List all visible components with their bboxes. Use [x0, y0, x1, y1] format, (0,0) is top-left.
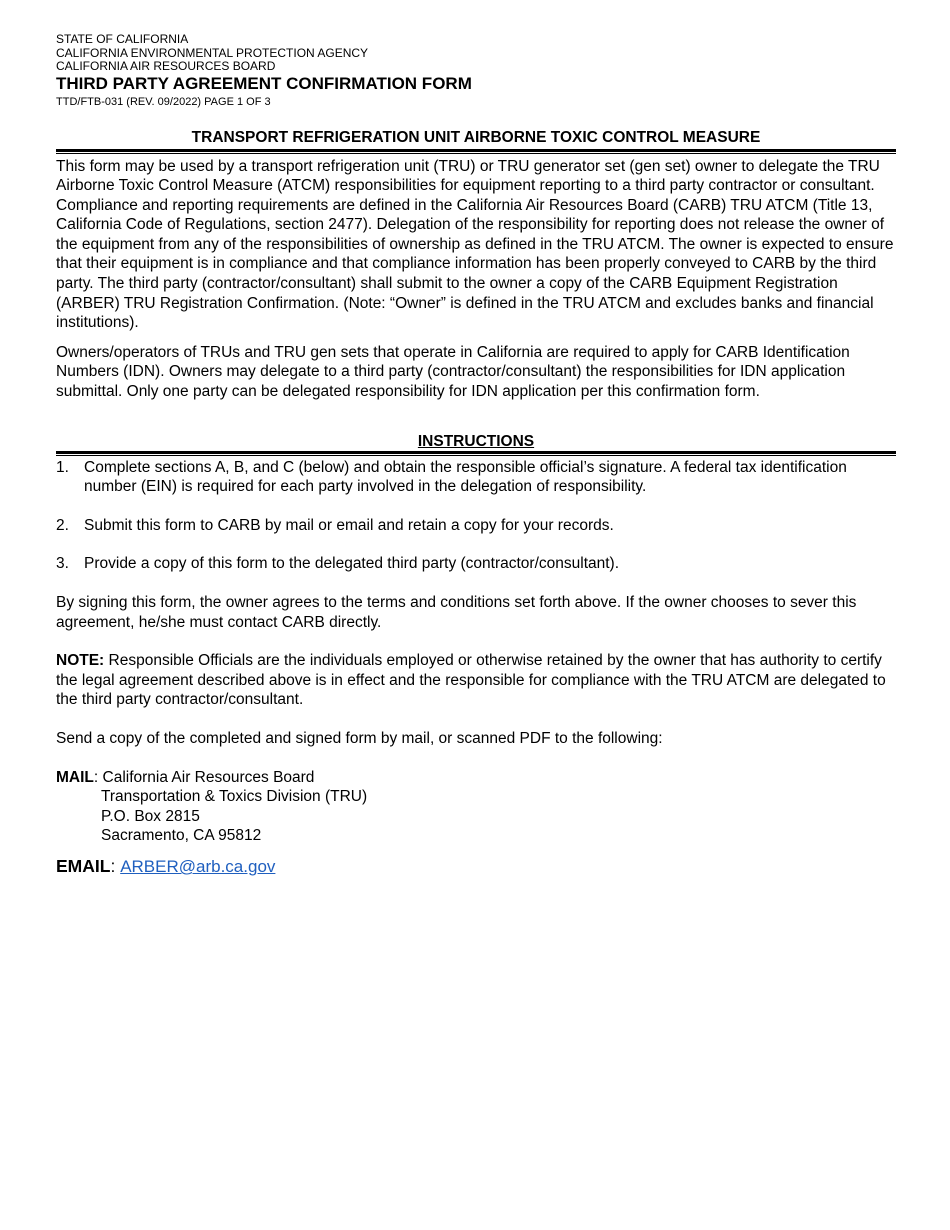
mail-po-box: P.O. Box 2815: [101, 807, 200, 825]
instructions-divider: [56, 451, 896, 456]
agency-line: CALIFORNIA ENVIRONMENTAL PROTECTION AGENCY: [56, 45, 369, 60]
mail-division: Transportation & Toxics Division (TRU): [101, 788, 368, 806]
step-number: 2.: [56, 516, 69, 534]
agreement-paragraph: By signing this form, the owner agrees to the terms and conditions set forth above. If the owner chooses to sever this agreement, he/she must contact CARB directly.: [56, 594, 857, 631]
mail-first-line: [56, 768, 896, 788]
section-title-instructions: INSTRUCTIONS: [417, 432, 535, 450]
step-text: Submit this form to CARB by mail or email and retain a copy for your records.: [84, 516, 614, 534]
idn-paragraph: Owners/operators of TRUs and TRU gen sets that operate in California are required to apply for CARB Identification Numbers (IDN). Owners may delegate to a third party (contractor/consultant) the responsibilities for IDN application submittal. Only one party can be delegated responsibility for IDN application per this confirmation form.: [56, 343, 850, 401]
instruction-steps: [56, 458, 896, 574]
intro-paragraph: This form may be used by a transport refrigeration unit (TRU) or TRU generator set (gen set) owner to delegate the TRU Airborne Toxic Control Measure (ATCM) responsibilities for equipment reporting to a third party contractor or consultant. Compliance and reporting requirements are defined in the California Air Resources Board (CARB) TRU ATCM (Title 13, California Code of Regulations, section 2477). Delegation of the responsibility for reporting does not release the owner of the equipment from any of the responsibilities of ownership as defined in the TRU ATCM. The owner is expected to ensure that their equipment is in compliance and that compliance information has been properly conveyed to CARB by the third party. The third party (contractor/consultant) shall submit to the owner a copy of the CARB Equipment Registration (ARBER) TRU Registration Confirmation. (Note: “Owner” is defined in the TRU ATCM and excludes banks and financial institutions).: [56, 157, 894, 332]
step-text: Complete sections A, B, and C (below) and obtain the responsible official’s signature. A federal tax identification number (EIN) is required for each party involved in the delegation of responsibility.: [84, 458, 847, 496]
board-line: CALIFORNIA AIR RESOURCES BOARD: [56, 59, 276, 73]
instruction-step: [56, 516, 896, 536]
note-text: Responsible Officials are the individuals employed or otherwise retained by the owner that has authority to certify the legal agreement described above is in effect and the responsible for compliance with the TRU ATCM are delegated to the third party contractor/consultant.: [56, 652, 886, 709]
instruction-step: [56, 554, 896, 574]
instruction-step: [56, 458, 896, 497]
form-page: [56, 33, 896, 878]
email-label: EMAIL: [56, 855, 111, 876]
send-instructions: Send a copy of the completed and signed form by mail, or scanned PDF to the following:: [56, 729, 663, 747]
step-text: Provide a copy of this form to the delegated third party (contractor/consultant).: [84, 555, 620, 573]
step-number: 3.: [56, 555, 69, 573]
state-line: STATE OF CALIFORNIA: [56, 32, 189, 46]
form-id: TTD/FTB-031 (REV. 09/2022) PAGE 1 OF 3: [56, 95, 271, 108]
agency-header: [56, 33, 896, 109]
note-label: NOTE:: [56, 652, 105, 670]
note-paragraph: [56, 651, 896, 710]
mail-address-block: [56, 768, 896, 846]
form-title: THIRD PARTY AGREEMENT CONFIRMATION FORM: [56, 73, 472, 93]
mail-label: MAIL: [56, 768, 94, 786]
section-divider: [56, 149, 896, 154]
mail-recipient: : California Air Resources Board: [93, 768, 315, 786]
mail-city: Sacramento, CA 95812: [101, 827, 262, 845]
email-separator: :: [110, 855, 121, 876]
email-link[interactable]: ARBER@arb.ca.gov: [120, 856, 276, 876]
email-line: [56, 855, 896, 878]
step-number: 1.: [56, 458, 69, 476]
section-title-tru-atcm: TRANSPORT REFRIGERATION UNIT AIRBORNE TOXIC CONTROL MEASURE: [191, 128, 761, 146]
